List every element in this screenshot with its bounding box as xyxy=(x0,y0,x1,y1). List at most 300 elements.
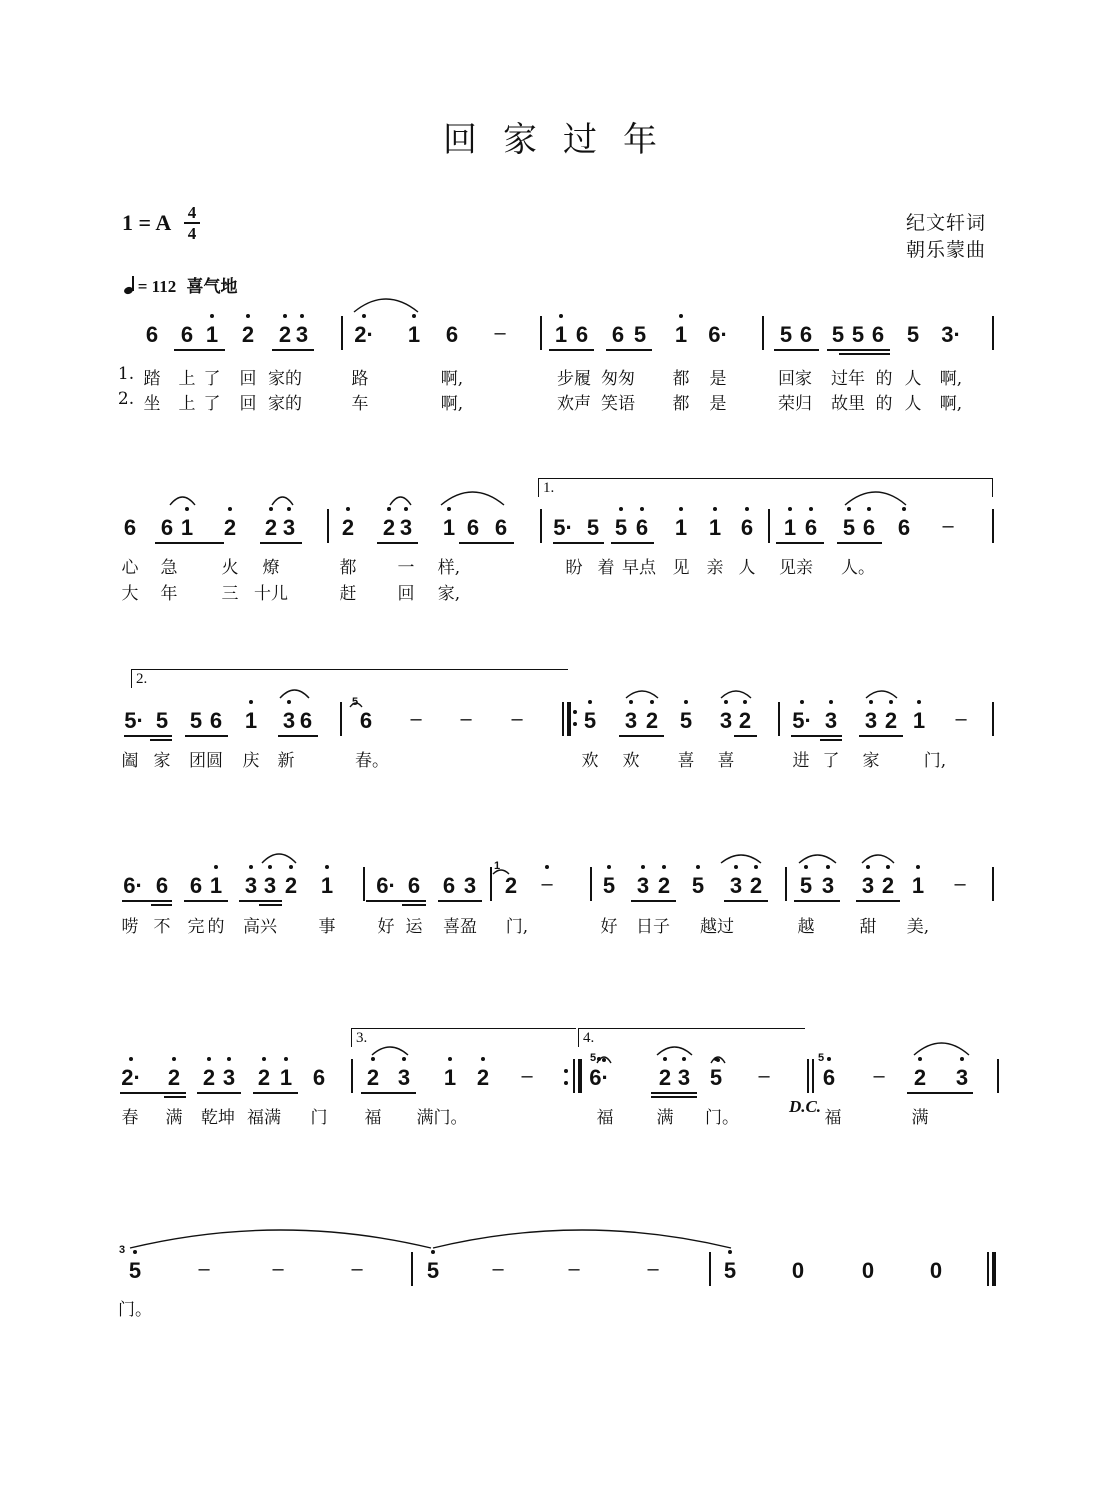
note: 6· xyxy=(376,873,396,898)
lyric-syllable: 心 xyxy=(121,558,139,578)
note: 2 xyxy=(884,708,898,733)
lyric-syllable: 故里 xyxy=(831,394,865,414)
octave-dot xyxy=(362,314,366,318)
octave-dot xyxy=(325,865,329,869)
note: 2 xyxy=(366,1065,380,1090)
lyric-syllable: 喜 xyxy=(717,751,735,771)
rest-dash: – xyxy=(568,1258,580,1280)
note: 3 xyxy=(624,708,638,733)
note: 2 xyxy=(241,322,255,347)
note: 3 xyxy=(399,515,413,540)
lyric-syllable: 都 xyxy=(672,369,690,389)
note: 1 xyxy=(554,322,568,347)
rest-dash: – xyxy=(521,1065,533,1087)
note: 5 xyxy=(633,322,647,347)
slur xyxy=(721,691,751,698)
octave-dot xyxy=(573,722,577,726)
da-capo-mark: D.C. xyxy=(788,1097,822,1116)
lyric-syllable: 的 xyxy=(207,917,225,937)
duration-underline xyxy=(361,1092,416,1094)
barline xyxy=(540,316,542,350)
barline xyxy=(992,509,994,543)
octave-dot xyxy=(227,1057,231,1061)
rest-dash: – xyxy=(955,708,967,730)
duration-underline xyxy=(734,735,757,737)
lyric-syllable: 早点 xyxy=(622,558,656,578)
note: 6 xyxy=(442,873,456,898)
duration-underline xyxy=(859,735,903,737)
note: 5 xyxy=(679,708,693,733)
lyric-syllable: 家 xyxy=(153,751,171,771)
lyric-syllable: 三 xyxy=(221,584,239,604)
octave-dot xyxy=(640,507,644,511)
final-barline xyxy=(992,1252,996,1286)
lyric-syllable: 路 xyxy=(351,369,369,389)
note: 5 xyxy=(691,873,705,898)
duration-underline xyxy=(377,542,418,544)
note: 6 xyxy=(123,515,137,540)
barline xyxy=(762,316,764,350)
duration-underline xyxy=(155,542,224,544)
note: 5 xyxy=(709,1065,723,1090)
rest-dash: – xyxy=(198,1258,210,1280)
note: 3 xyxy=(463,873,477,898)
slur xyxy=(914,1043,969,1055)
note: 3 xyxy=(719,708,733,733)
note: 5 xyxy=(906,322,920,347)
note: 2 xyxy=(341,515,355,540)
duration-underline xyxy=(820,739,842,741)
lyric-syllable: 家的 xyxy=(268,369,302,389)
octave-dot xyxy=(745,507,749,511)
lyric-syllable: 一 xyxy=(397,558,415,578)
note: 5· xyxy=(792,708,812,733)
quarter-note-icon xyxy=(124,277,134,296)
note: 6 xyxy=(871,322,885,347)
barline xyxy=(807,1059,809,1093)
volta-bracket xyxy=(578,1028,805,1047)
note: 1 xyxy=(279,1065,293,1090)
lyric-syllable: 见 xyxy=(672,558,690,578)
duration-underline xyxy=(856,900,900,902)
octave-dot xyxy=(663,1057,667,1061)
note: 3 xyxy=(864,708,878,733)
lyric-syllable: 啊, xyxy=(939,394,963,414)
octave-dot xyxy=(619,507,623,511)
volta-bracket xyxy=(351,1028,576,1047)
note: 2 xyxy=(913,1065,927,1090)
octave-dot xyxy=(960,1057,964,1061)
duration-underline xyxy=(278,735,318,737)
octave-dot xyxy=(269,507,273,511)
lyric-syllable: 阖 xyxy=(121,751,139,771)
barline xyxy=(351,1059,353,1093)
note: 1 xyxy=(180,515,194,540)
duration-underline xyxy=(402,904,426,906)
lyric-syllable: 了 xyxy=(203,394,221,414)
lyric-syllable: 笑语 xyxy=(601,394,635,414)
slur xyxy=(866,691,897,698)
duration-underline xyxy=(366,900,426,902)
rest-dash: – xyxy=(410,708,422,730)
lyric-syllable: 福 xyxy=(824,1108,842,1128)
note: 5 xyxy=(614,515,628,540)
duration-underline xyxy=(272,349,314,351)
lyric-syllable: 见亲 xyxy=(779,558,813,578)
lyric-syllable: 匆匆 xyxy=(601,369,635,389)
note: 1 xyxy=(442,515,456,540)
lyric-syllable: 回 xyxy=(239,394,257,414)
octave-dot xyxy=(902,507,906,511)
lyric-syllable: 都 xyxy=(339,558,357,578)
slur xyxy=(280,690,309,698)
lyric-syllable: 啊, xyxy=(440,369,464,389)
lyric-syllable: 满 xyxy=(656,1108,674,1128)
note: 5 xyxy=(583,708,597,733)
note: 2 xyxy=(476,1065,490,1090)
grace-note: 1 xyxy=(493,860,501,872)
octave-dot xyxy=(300,314,304,318)
barline xyxy=(490,867,492,901)
rest-dash: – xyxy=(272,1258,284,1280)
note: 6 xyxy=(804,515,818,540)
final-barline xyxy=(578,1059,582,1093)
lyric-syllable: 家的 xyxy=(268,394,302,414)
lyric-syllable: 欢声 xyxy=(557,394,591,414)
slur xyxy=(372,1047,408,1055)
note: 3 xyxy=(677,1065,691,1090)
note: 2 xyxy=(738,708,752,733)
octave-dot xyxy=(788,507,792,511)
octave-dot xyxy=(724,700,728,704)
duration-underline xyxy=(120,1092,186,1094)
lyric-syllable: 喜 xyxy=(677,751,695,771)
note: 5 xyxy=(831,322,845,347)
note: 1 xyxy=(443,1065,457,1090)
lyric-syllable: 好 xyxy=(377,917,395,937)
octave-dot xyxy=(284,1057,288,1061)
note: 2 xyxy=(504,873,518,898)
lyric-syllable: 满 xyxy=(165,1108,183,1128)
note: 1 xyxy=(674,322,688,347)
lyric-syllable: 亲 xyxy=(706,558,724,578)
expression-text: 喜气地 xyxy=(186,277,238,297)
duration-underline xyxy=(253,1092,298,1094)
note: 5 xyxy=(128,1258,142,1283)
octave-dot xyxy=(743,700,747,704)
note: 5 xyxy=(842,515,856,540)
volta-number: 3. xyxy=(356,1030,368,1046)
note: 3 xyxy=(282,708,296,733)
duration-underline xyxy=(776,542,824,544)
lyric-syllable: 2. xyxy=(117,389,135,409)
note: 6· xyxy=(708,322,728,347)
lyric-syllable: 新 xyxy=(277,751,295,771)
note: 5 xyxy=(779,322,793,347)
duration-underline xyxy=(631,900,676,902)
octave-dot xyxy=(564,1069,568,1073)
duration-underline xyxy=(164,1096,186,1098)
note: 5· xyxy=(553,515,573,540)
duration-underline xyxy=(150,739,172,741)
octave-dot xyxy=(448,1057,452,1061)
barline xyxy=(992,867,994,901)
barline xyxy=(562,702,564,736)
octave-dot xyxy=(886,865,890,869)
octave-dot xyxy=(826,865,830,869)
note: 6 xyxy=(209,708,223,733)
slur xyxy=(272,497,293,505)
octave-dot xyxy=(650,700,654,704)
lyric-syllable: 了 xyxy=(203,369,221,389)
lyric-syllable: 都 xyxy=(672,394,690,414)
note: 5 xyxy=(155,708,169,733)
note: 2 xyxy=(657,873,671,898)
lyric-syllable: 春 xyxy=(121,1108,139,1128)
note: 2 xyxy=(382,515,396,540)
grace-note: 5 xyxy=(351,696,359,708)
note: 2 xyxy=(658,1065,672,1090)
lyric-syllable: 门, xyxy=(505,917,529,937)
lyric-syllable: 是 xyxy=(709,394,727,414)
volta-number: 4. xyxy=(583,1030,595,1046)
octave-dot xyxy=(716,1058,720,1062)
duration-underline xyxy=(839,353,890,355)
grace-note: 5 xyxy=(589,1052,597,1064)
note: 3 xyxy=(222,1065,236,1090)
octave-dot xyxy=(402,1057,406,1061)
note: 3 xyxy=(282,515,296,540)
lyric-syllable: 踏 xyxy=(143,369,161,389)
octave-dot xyxy=(431,1250,435,1254)
note: 3 xyxy=(244,873,258,898)
lyric-syllable: 上 xyxy=(178,369,196,389)
octave-dot xyxy=(889,700,893,704)
lyric-syllable: 回 xyxy=(397,584,415,604)
note: 2 xyxy=(257,1065,271,1090)
barline xyxy=(768,509,770,543)
rest-dash: – xyxy=(873,1065,885,1087)
slur xyxy=(354,299,418,312)
note: 5· xyxy=(124,708,144,733)
lyric-syllable: 门, xyxy=(923,751,947,771)
lyric-syllable: 的 xyxy=(875,394,893,414)
octave-dot xyxy=(371,1057,375,1061)
lyric-syllable: 的 xyxy=(875,369,893,389)
octave-dot xyxy=(346,507,350,511)
lyric-syllable: 乾坤 xyxy=(201,1108,235,1128)
note: 3 xyxy=(955,1065,969,1090)
octave-dot xyxy=(662,865,666,869)
octave-dot xyxy=(847,507,851,511)
octave-dot xyxy=(679,314,683,318)
note: 3 xyxy=(263,873,277,898)
note: 2 xyxy=(202,1065,216,1090)
note: 2 xyxy=(223,515,237,540)
lyric-syllable: 进 xyxy=(792,751,810,771)
note: 6 xyxy=(160,515,174,540)
note: 6 xyxy=(155,873,169,898)
lyric-syllable: 回家 xyxy=(778,369,812,389)
duration-underline xyxy=(774,349,819,351)
lyric-syllable: 盼 xyxy=(565,558,583,578)
note: 5 xyxy=(602,873,616,898)
lyric-syllable: 喜盈 xyxy=(443,917,477,937)
octave-dot xyxy=(481,1057,485,1061)
octave-dot xyxy=(804,865,808,869)
octave-dot xyxy=(249,700,253,704)
lyric-syllable: 甜 xyxy=(859,917,877,937)
duration-underline xyxy=(619,735,664,737)
lyric-syllable: 福 xyxy=(596,1108,614,1128)
octave-dot xyxy=(916,865,920,869)
lyric-syllable: 门。 xyxy=(705,1108,739,1128)
lyric-syllable: 样, xyxy=(437,558,461,578)
octave-dot xyxy=(800,700,804,704)
duration-underline xyxy=(260,542,302,544)
barline xyxy=(992,702,994,736)
volta-bracket xyxy=(131,669,568,688)
note: 6· xyxy=(589,1065,609,1090)
duration-underline xyxy=(197,1092,241,1094)
note: 2 xyxy=(284,873,298,898)
lyric-syllable: 燎 xyxy=(262,558,280,578)
note: 6 xyxy=(445,322,459,347)
lyric-syllable: 事 xyxy=(318,917,336,937)
octave-dot xyxy=(696,865,700,869)
note: 6 xyxy=(299,708,313,733)
octave-dot xyxy=(866,865,870,869)
rest-dash: – xyxy=(758,1065,770,1087)
duration-underline xyxy=(827,349,890,351)
rest-dash: – xyxy=(494,322,506,344)
octave-dot xyxy=(682,1057,686,1061)
lyric-syllable: 荣归 xyxy=(778,394,812,414)
lyric-syllable: 人 xyxy=(904,394,922,414)
note: 2 xyxy=(264,515,278,540)
octave-dot xyxy=(268,865,272,869)
note: 2 xyxy=(645,708,659,733)
lyric-syllable: 人 xyxy=(904,369,922,389)
note: 6 xyxy=(359,708,373,733)
octave-dot xyxy=(754,865,758,869)
octave-dot xyxy=(917,700,921,704)
octave-dot xyxy=(545,865,549,869)
lyric-syllable: 完 xyxy=(187,917,205,937)
rest-dash: – xyxy=(541,873,553,895)
note: 3 xyxy=(821,873,835,898)
barline xyxy=(812,1059,814,1093)
note: 0 xyxy=(929,1258,943,1283)
octave-dot xyxy=(602,1058,606,1062)
tempo-marking xyxy=(124,272,238,297)
composer-credit: 朝乐蒙曲 xyxy=(906,239,987,261)
octave-dot xyxy=(607,865,611,869)
grace-note: 5 xyxy=(817,1052,825,1064)
barline xyxy=(363,867,365,901)
duration-underline xyxy=(459,542,514,544)
note: 3 xyxy=(729,873,743,898)
note: 3 xyxy=(861,873,875,898)
lyricist-credit: 纪文轩词 xyxy=(906,212,987,234)
lyric-syllable: 急 xyxy=(160,558,178,578)
duration-underline xyxy=(184,900,228,902)
lyric-syllable: 唠 xyxy=(121,917,139,937)
meter-bottom: 4 xyxy=(187,224,197,243)
duration-underline xyxy=(174,349,225,351)
lyric-syllable: 好 xyxy=(600,917,618,937)
duration-underline xyxy=(907,1092,973,1094)
tempo-value: = 112 xyxy=(137,277,177,296)
octave-dot xyxy=(573,710,577,714)
song-title: 回家过年 xyxy=(443,120,683,160)
lyric-syllable: 坐 xyxy=(143,394,161,414)
duration-underline xyxy=(185,735,228,737)
octave-dot xyxy=(713,507,717,511)
note: 3· xyxy=(941,322,961,347)
note: 6 xyxy=(799,322,813,347)
grace-note: 3 xyxy=(118,1244,126,1256)
octave-dot xyxy=(918,1057,922,1061)
octave-dot xyxy=(214,865,218,869)
note: 2 xyxy=(881,873,895,898)
note: 1 xyxy=(912,708,926,733)
duration-underline xyxy=(239,900,282,902)
octave-dot xyxy=(133,1250,137,1254)
lyric-syllable: 回 xyxy=(239,369,257,389)
slur xyxy=(657,1047,692,1055)
note: 5 xyxy=(189,708,203,733)
octave-dot xyxy=(246,314,250,318)
note: 6 xyxy=(897,515,911,540)
note: 3 xyxy=(397,1065,411,1090)
lyric-syllable: 上 xyxy=(178,394,196,414)
duration-underline xyxy=(794,900,840,902)
octave-dot xyxy=(597,1057,601,1061)
note: 0 xyxy=(791,1258,805,1283)
octave-dot xyxy=(641,865,645,869)
slur xyxy=(799,855,836,863)
slur xyxy=(441,492,504,505)
octave-dot xyxy=(172,1057,176,1061)
note: 3 xyxy=(295,322,309,347)
lyric-syllable: 步履 xyxy=(557,369,591,389)
octave-dot xyxy=(228,507,232,511)
note: 5 xyxy=(851,322,865,347)
rest-dash: – xyxy=(647,1258,659,1280)
barline xyxy=(341,316,343,350)
note: 6 xyxy=(312,1065,326,1090)
octave-dot xyxy=(412,314,416,318)
lyric-syllable: 过年 xyxy=(831,369,865,389)
note: 1 xyxy=(911,873,925,898)
note: 2· xyxy=(121,1065,141,1090)
octave-dot xyxy=(447,507,451,511)
note: 6 xyxy=(466,515,480,540)
slur xyxy=(262,854,296,863)
duration-underline xyxy=(438,900,482,902)
final-barline xyxy=(567,702,571,736)
octave-dot xyxy=(283,314,287,318)
octave-dot xyxy=(829,700,833,704)
duration-underline xyxy=(606,349,652,351)
lyric-syllable: 十儿 xyxy=(254,584,288,604)
lyric-syllable: 欢 xyxy=(622,751,640,771)
barline xyxy=(987,1252,989,1286)
meter-top: 4 xyxy=(187,203,197,222)
lyric-syllable: 家 xyxy=(862,751,880,771)
slur xyxy=(626,691,658,698)
